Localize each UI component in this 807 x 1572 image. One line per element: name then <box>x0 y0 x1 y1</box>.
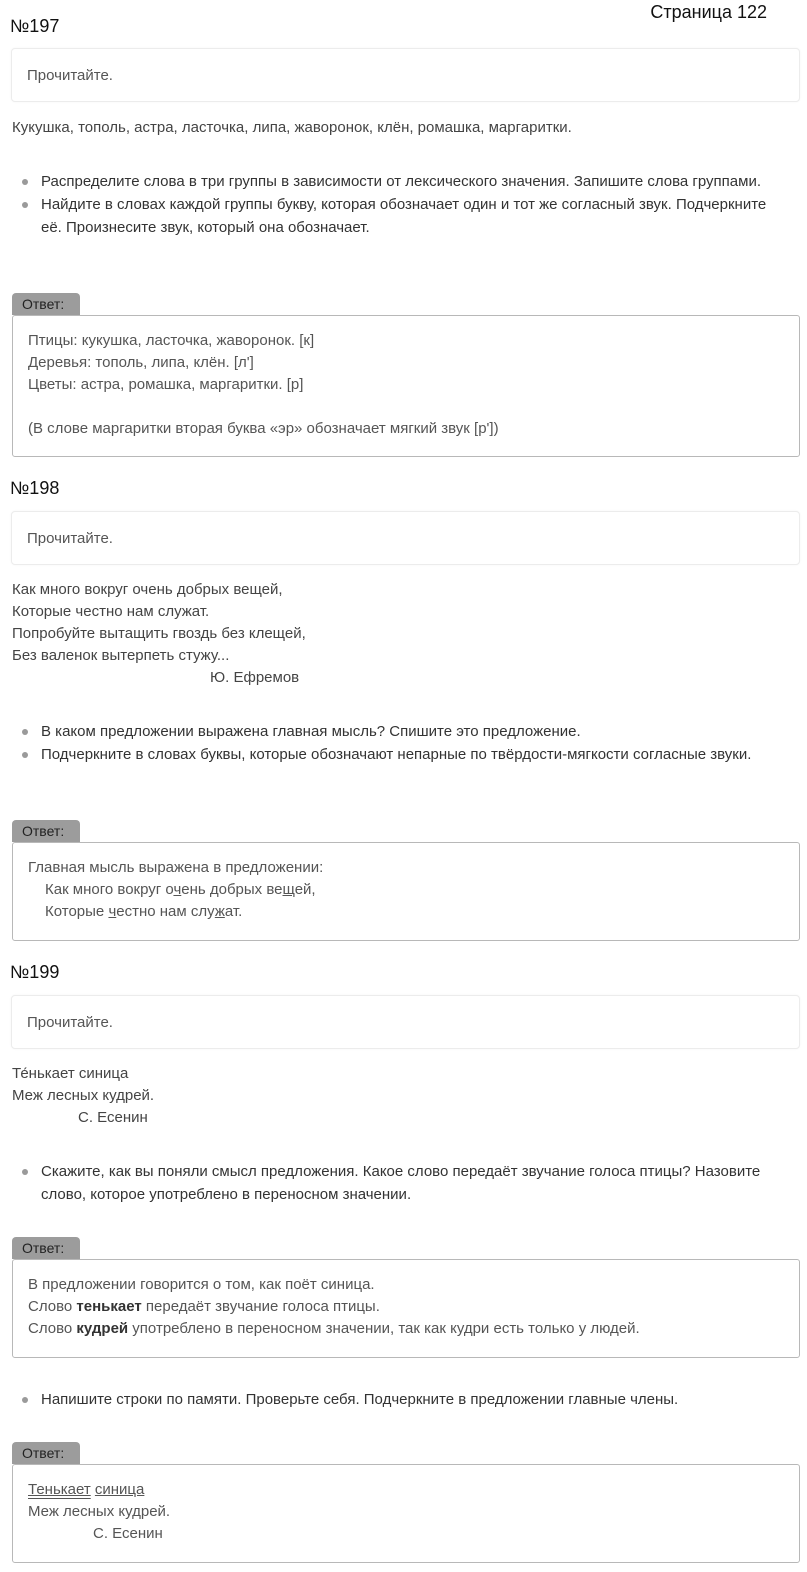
answer-line: Как много вокруг очень добрых вещей, <box>45 881 316 898</box>
list-item: Найдите в словах каждой группы букву, которая обозначает один и тот же согласный звук. Подчеркните её. Произнесите звук, который она обозначает. <box>20 193 780 239</box>
underlined-letter: щ <box>282 881 295 898</box>
task-199-answer-b-box <box>12 1464 800 1563</box>
underlined-letter: ч <box>108 903 117 920</box>
task-199-bullets <box>20 1160 780 1206</box>
task-199-author: С. Есенин <box>78 1109 148 1126</box>
bold-word: тенькает <box>76 1298 142 1315</box>
underlined-letter: ч <box>173 881 182 898</box>
list-item: Напишите строки по памяти. Проверьте себя. Подчеркните в предложении главные члены. <box>20 1388 780 1411</box>
answer-line <box>28 1479 784 1501</box>
task-199-bullets-2 <box>20 1388 780 1411</box>
list-item: Подчеркните в словах буквы, которые обозначают непарные по твёрдости-мягкости согласные звуки. <box>20 743 780 766</box>
task-198-answer-label: Ответ: <box>12 820 80 842</box>
poem-line: Как много вокруг очень добрых вещей, <box>12 581 283 598</box>
task-197-word-list: Кукушка, тополь, астра, ласточка, липа, жаворонок, клён, ромашка, маргаритки. <box>12 119 572 136</box>
task-199-answer-label: Ответ: <box>12 1237 80 1259</box>
task-199-instruction: Прочитайте. <box>27 1014 113 1031</box>
answer-line: Птицы: кукушка, ласточка, жаворонок. [к] <box>28 332 315 349</box>
task-198-poem <box>12 579 306 667</box>
task-199-answer-box <box>12 1259 800 1358</box>
poem-line: Без валенок вытерпеть стужу... <box>12 647 230 664</box>
poem-line: Меж лесных кудрей. <box>12 1087 155 1104</box>
task-199-answer-b-label: Ответ: <box>12 1442 80 1464</box>
list-item: Распределите слова в три группы в зависимости от лексического значения. Запишите слова группами. <box>20 170 780 193</box>
poem-line: Которые честно нам служат. <box>12 603 210 620</box>
answer-line: Цветы: астра, ромашка, маргаритки. [р] <box>28 376 304 393</box>
task-199-number: №199 <box>10 962 60 982</box>
bold-word: кудрей <box>76 1320 129 1337</box>
task-198-number: №198 <box>10 478 60 498</box>
task-198-author: Ю. Ефремов <box>210 669 300 686</box>
task-198-answer-box <box>12 842 800 941</box>
list-item: В каком предложении выражена главная мысль? Спишите это предложение. <box>20 720 780 743</box>
answer-line: Меж лесных кудрей. <box>28 1503 171 1520</box>
task-198-instruction-box <box>11 511 800 565</box>
task-198-instruction: Прочитайте. <box>27 530 113 547</box>
task-197-bullets <box>20 170 780 239</box>
predicate-word: Тенькает <box>28 1481 91 1498</box>
task-197-number: №197 <box>10 16 60 36</box>
poem-line: Попробуйте вытащить гвоздь без клещей, <box>12 625 306 642</box>
answer-line: Слово кудрей употреблено в переносном значении, так как кудри есть только у людей. <box>28 1320 640 1337</box>
page-label: Страница 122 <box>650 2 767 22</box>
answer-line: Которые честно нам служат. <box>45 903 243 920</box>
task-198-bullets <box>20 720 780 766</box>
task-199-poem <box>12 1063 154 1107</box>
task-197-answer-label: Ответ: <box>12 293 80 315</box>
answer-line: (В слове маргаритки вторая буква «эр» обозначает мягкий звук [р']) <box>28 420 499 437</box>
answer-author: С. Есенин <box>93 1525 163 1542</box>
list-item: Скажите, как вы поняли смысл предложения. Какое слово передаёт звучание голоса птицы? Назовите слово, которое употреблено в переносном значении. <box>20 1160 780 1206</box>
answer-line: Главная мысль выражена в предложении: <box>28 859 324 876</box>
task-199-instruction-box <box>11 995 800 1049</box>
answer-line: Деревья: тополь, липа, клён. [л'] <box>28 354 254 371</box>
task-197-answer-box <box>12 315 800 457</box>
underlined-letter: ж <box>214 903 225 920</box>
answer-line: Слово тенькает передаёт звучание голоса птицы. <box>28 1298 380 1315</box>
subject-word: синица <box>94 1481 145 1498</box>
task-197-instruction-box <box>11 48 800 102</box>
poem-line: Те́нькает синица <box>12 1065 129 1082</box>
task-197-instruction: Прочитайте. <box>27 67 113 84</box>
answer-line: В предложении говорится о том, как поёт синица. <box>28 1276 375 1293</box>
